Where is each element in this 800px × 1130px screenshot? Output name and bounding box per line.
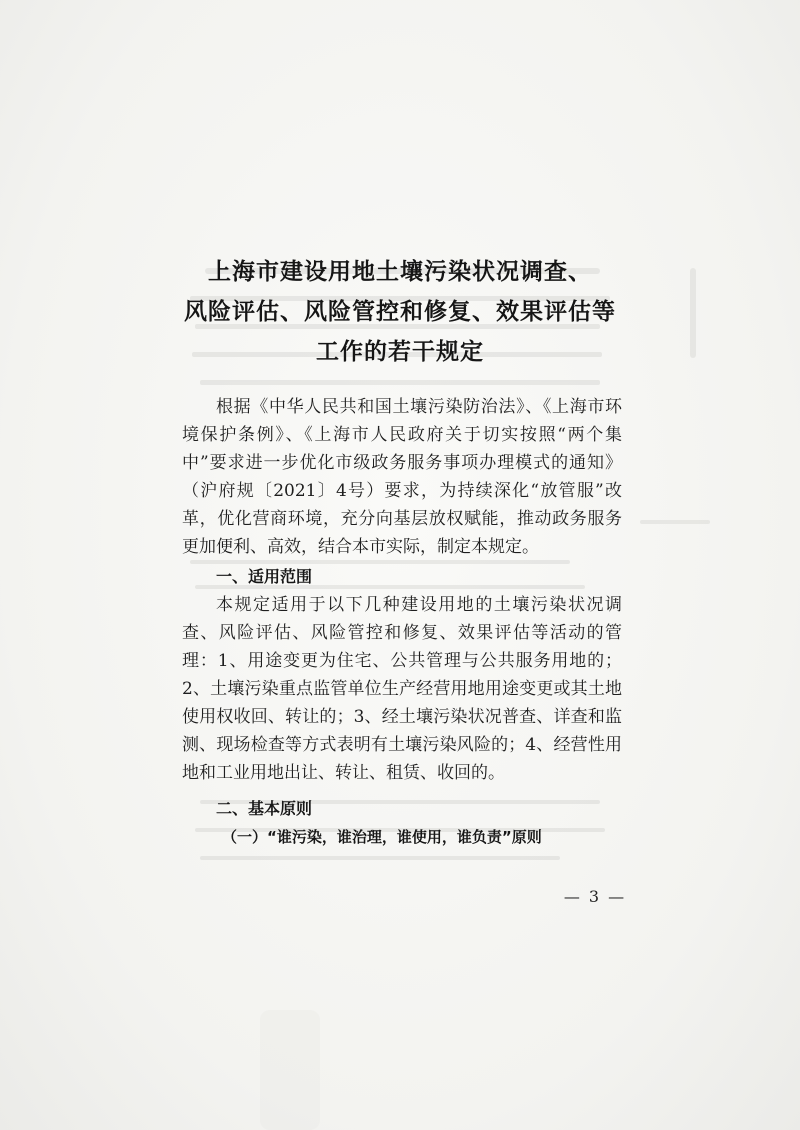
section-1-paragraph: 本规定适用于以下几种建设用地的土壤污染状况调查、风险评估、风险管控和修复、效果评估等活动的管理：1、用途变更为住宅、公共管理与公共服务用地的；2、土壤污染重点监管单位生产经营用地用途变更或其土地使用权收回、转让的；3、经土壤污染状况普查、详查和监测、现场检查等方式表明有土壤污染风险的；4、经营性用地和工业用地出让、转让、租赁、收回的。 bbox=[182, 595, 622, 783]
title-line-1: 上海市建设用地土壤污染状况调查、 bbox=[208, 259, 592, 285]
section-2-sub-heading: （一）“谁污染，谁治理，谁使用，谁负责”原则 bbox=[222, 828, 542, 846]
title-line-2: 风险评估、风险管控和修复、效果评估等 bbox=[184, 299, 616, 325]
section-1-heading: 一、适用范围 bbox=[216, 567, 313, 586]
document-body bbox=[182, 393, 622, 851]
intro-paragraph: 根据《中华人民共和国土壤污染防治法》、《上海市环境保护条例》、《上海市人民政府关于切实按照“两个集中”要求进一步优化市级政务服务事项办理模式的通知》（沪府规〔2021〕4号）要求，为持续深化“放管服”改革，优化营商环境，充分向基层放权赋能，推动政务服务更加便利、高效，结合本市实际，制定本规定。 bbox=[182, 397, 622, 557]
section-2-heading: 二、基本原则 bbox=[216, 799, 313, 818]
page-number: — 3 — bbox=[563, 887, 627, 906]
document-title bbox=[160, 252, 640, 372]
title-line-3: 工作的若干规定 bbox=[316, 339, 484, 365]
